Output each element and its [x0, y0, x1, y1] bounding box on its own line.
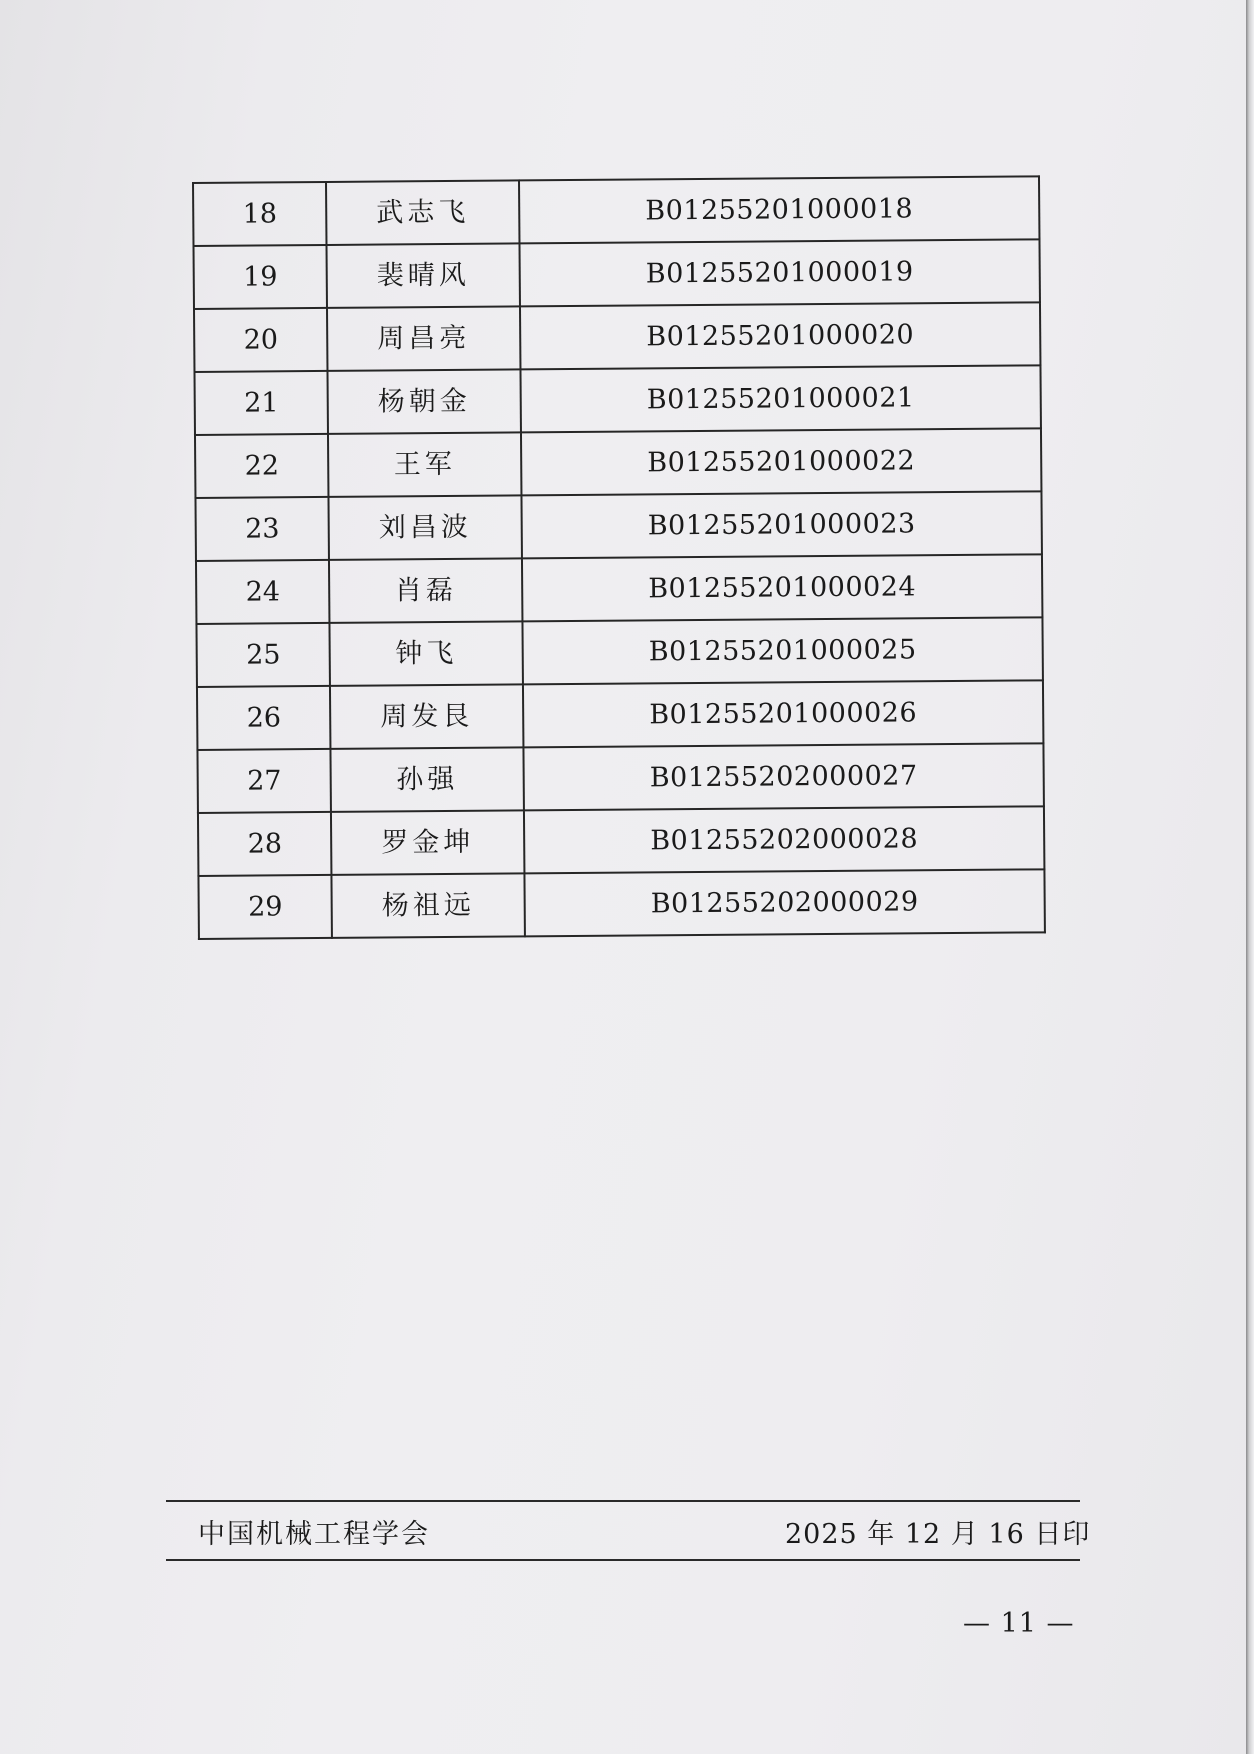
row-number-cell: 21	[194, 371, 328, 435]
roster-table-body	[193, 176, 1045, 939]
row-number-cell: 19	[194, 245, 328, 309]
name-cell: 杨朝金	[328, 369, 521, 434]
name-cell: 刘昌波	[329, 495, 522, 560]
table-row	[198, 869, 1044, 939]
certificate-code-cell: B01255201000021	[520, 365, 1041, 432]
certificate-code-cell: B01255201000025	[522, 617, 1043, 684]
roster-table-wrapper	[192, 175, 1046, 940]
certificate-code-cell: B01255201000023	[521, 491, 1042, 558]
table-row	[197, 743, 1043, 813]
certificate-code-cell: B01255201000024	[522, 554, 1043, 621]
table-row	[195, 491, 1041, 561]
row-number-cell: 23	[195, 497, 329, 561]
page-number: — 11 —	[963, 1608, 1075, 1639]
table-row	[196, 617, 1042, 687]
name-cell: 钟飞	[330, 621, 523, 686]
name-cell: 周发艮	[330, 684, 523, 749]
table-row	[194, 302, 1040, 372]
footer-print-date: 2025 年 12 月 16 日印	[785, 1519, 1091, 1550]
name-cell: 裴晴风	[327, 243, 520, 308]
row-number-cell: 25	[196, 623, 330, 687]
certificate-code-cell: B01255201000019	[519, 239, 1040, 306]
row-number-cell: 24	[196, 560, 330, 624]
certificate-code-cell: B01255201000022	[521, 428, 1042, 495]
name-cell: 王军	[328, 432, 521, 497]
row-number-cell: 28	[198, 812, 332, 876]
roster-table	[192, 175, 1046, 940]
certificate-code-cell: B01255201000018	[519, 176, 1040, 243]
certificate-code-cell: B01255202000029	[524, 869, 1045, 936]
row-number-cell: 20	[194, 308, 328, 372]
name-cell: 杨祖远	[332, 873, 525, 938]
table-row	[194, 239, 1040, 309]
footer-organization: 中国机械工程学会	[198, 1519, 430, 1550]
footer-top-rule	[166, 1500, 1080, 1502]
row-number-cell: 26	[197, 686, 331, 750]
name-cell: 孙强	[331, 747, 524, 812]
certificate-code-cell: B01255201000026	[523, 680, 1044, 747]
name-cell: 周昌亮	[327, 306, 520, 371]
table-row	[195, 428, 1041, 498]
name-cell: 武志飞	[326, 180, 519, 245]
table-row	[198, 806, 1044, 876]
certificate-code-cell: B01255201000020	[520, 302, 1041, 369]
table-row	[194, 365, 1040, 435]
table-row	[193, 176, 1039, 246]
footer-bottom-rule	[166, 1559, 1080, 1561]
table-row	[197, 680, 1043, 750]
certificate-code-cell: B01255202000027	[523, 743, 1044, 810]
name-cell: 罗金坤	[331, 810, 524, 875]
row-number-cell: 22	[195, 434, 329, 498]
row-number-cell: 29	[198, 875, 332, 939]
name-cell: 肖磊	[329, 558, 522, 623]
page-edge-shadow	[1246, 0, 1254, 1754]
row-number-cell: 27	[197, 749, 331, 813]
table-row	[196, 554, 1042, 624]
row-number-cell: 18	[193, 182, 327, 246]
certificate-code-cell: B01255202000028	[524, 806, 1045, 873]
